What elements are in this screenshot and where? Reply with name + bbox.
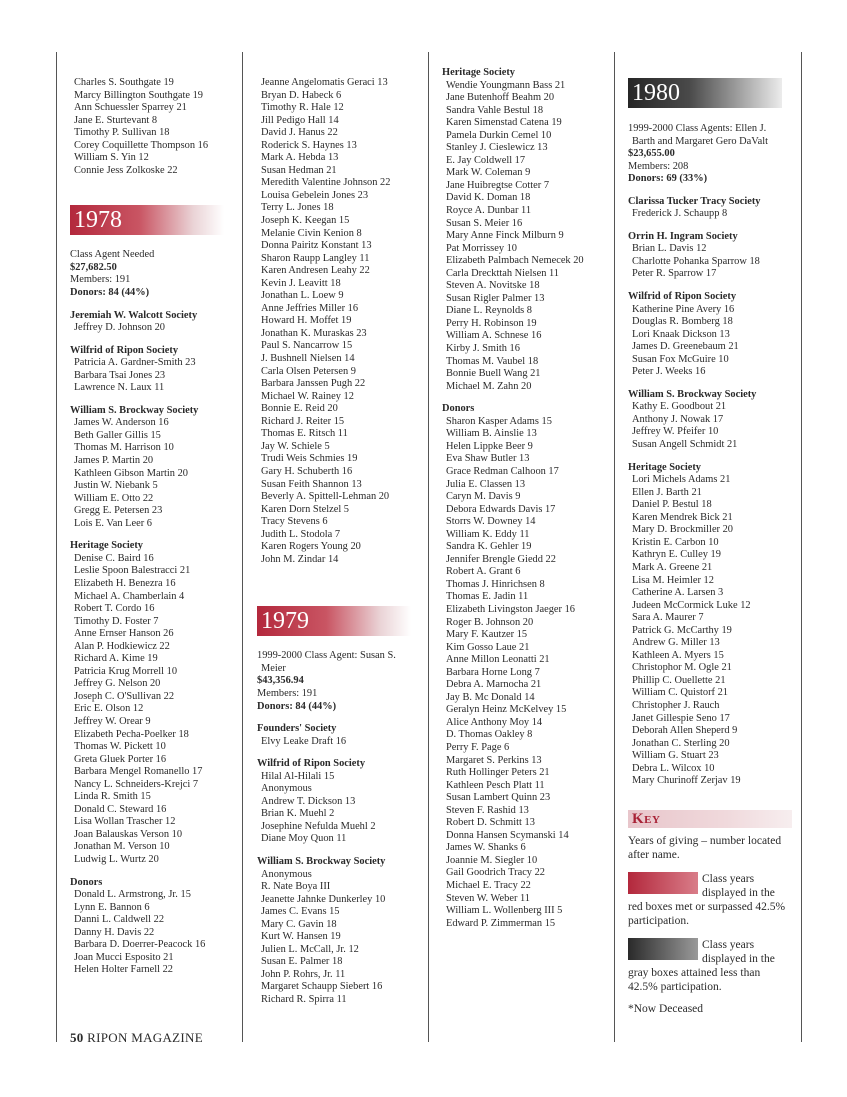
society-groups [442, 67, 584, 930]
donor-name: Donna Pairitz Konstant 13 [261, 240, 372, 252]
donor-name: Danny H. Davis 22 [74, 926, 155, 938]
donor-name: Sandra K. Gehler 19 [446, 541, 532, 553]
donor-name: E. Jay Coldwell 17 [446, 154, 526, 166]
donor-name: Mark W. Coleman 9 [446, 167, 531, 179]
column-divider [428, 52, 429, 1042]
donor-name: Ruth Hollinger Peters 21 [446, 767, 550, 779]
donor-name: Barbara Mengel Romanello 17 [74, 766, 203, 778]
donor-name: Marcy Billington Southgate 19 [74, 89, 204, 101]
class-total-amount: $23,655.00 [628, 148, 675, 160]
donor-name: Susan Hedman 21 [261, 164, 337, 176]
class-year: 1979 [261, 608, 309, 635]
donor-name: William K. Eddy 11 [446, 528, 530, 540]
donor-name: Steven W. Weber 11 [446, 892, 531, 904]
key-red-legend [628, 872, 788, 928]
donor-name: Patricia A. Gardner-Smith 23 [74, 357, 196, 369]
donor-name: Jonathan M. Verson 10 [74, 841, 170, 853]
donor-name: Robert D. Schmitt 13 [446, 817, 535, 829]
donor-name: Royce A. Dunbar 11 [446, 205, 532, 217]
donor-name: Brian L. Davis 12 [632, 243, 707, 255]
class-members: Members: 208 [628, 160, 689, 172]
class-agent-continued: Meier [261, 662, 286, 674]
donor-name: Edward P. Zimmerman 15 [446, 917, 556, 929]
donor-name: Howard H. Moffet 19 [261, 315, 352, 327]
donor-name: Mary C. Gavin 18 [261, 918, 337, 930]
donor-name: Alan P. Hodkiewicz 22 [74, 640, 170, 652]
donor-name: Patrick G. McCarthy 19 [632, 624, 732, 636]
donor-name: Peter R. Sparrow 17 [632, 268, 717, 280]
donor-name: Lynn E. Bannon 6 [74, 901, 150, 913]
donor-name: Kirby J. Smith 16 [446, 343, 520, 355]
donor-name: Terry L. Jones 18 [261, 202, 334, 214]
donor-name: Charlotte Pohanka Sparrow 18 [632, 255, 760, 267]
donor-name: Debra L. Wilcox 10 [632, 762, 715, 774]
donor-name: Anne Jeffries Miller 16 [261, 302, 359, 314]
society-heading: Heritage Society [442, 67, 515, 78]
donor-name: Sara A. Maurer 7 [632, 612, 704, 624]
donor-name: Joan Balauskas Verson 10 [74, 828, 183, 840]
society-heading: Heritage Society [628, 461, 701, 473]
donor-name: Karen Mendrek Bick 21 [632, 511, 733, 523]
donor-name: Jeffrey G. Nelson 20 [74, 678, 161, 690]
donor-name: Brian K. Muehl 2 [261, 808, 335, 820]
column-4 [628, 78, 792, 1016]
class-agent-continued: Barth and Margaret Gero DaValt [632, 135, 768, 147]
donor-name: Michael M. Zahn 20 [446, 380, 532, 392]
donor-name: Elvy Leake Draft 16 [261, 735, 347, 747]
donor-name: Mary D. Brockmiller 20 [632, 524, 733, 536]
donor-name: Melanie Civin Kenion 8 [261, 227, 362, 239]
society-member-list [70, 889, 224, 977]
donor-name: R. Nate Boya III [261, 881, 331, 893]
donor-name: Jeffrey W. Orear 9 [74, 715, 151, 727]
donor-name: Barbara Janssen Pugh 22 [261, 378, 366, 390]
donor-name: Kim Gosso Laue 21 [446, 641, 530, 653]
donor-name: Perry H. Robinson 19 [446, 317, 537, 329]
donor-name: Gregg E. Petersen 23 [74, 505, 163, 517]
donor-name: Jeffrey W. Pfeifer 10 [632, 426, 719, 438]
class-donors: Donors: 84 (44%) [257, 700, 337, 712]
donor-name: James W. Anderson 16 [74, 417, 169, 429]
donor-name: Barbara D. Doerrer-Peacock 16 [74, 939, 206, 951]
donor-name: Jonathan L. Loew 9 [261, 290, 344, 302]
magazine-title: RIPON MAGAZINE [87, 1030, 203, 1045]
donor-name: Robert A. Grant 6 [446, 566, 521, 578]
class-year: 1980 [632, 80, 680, 106]
donor-name: Elizabeth Livingston Jaeger 16 [446, 603, 575, 615]
donor-name: Frederick J. Schaupp 8 [632, 208, 728, 220]
donor-name: Judith L. Stodola 7 [261, 528, 341, 540]
donor-name: Susan Fox McGuire 10 [632, 353, 729, 365]
donor-name: Kathleen A. Myers 15 [632, 649, 724, 661]
donor-name: Anne Millon Leonatti 21 [446, 654, 550, 666]
gray-swatch [628, 938, 698, 960]
column-divider [614, 52, 615, 1042]
donor-name: Elizabeth Palmbach Nemecek 20 [446, 255, 584, 267]
donor-name: Pamela Durkin Cemel 10 [446, 129, 552, 141]
donor-name: Beverly A. Spittell-Lehman 20 [261, 491, 390, 503]
donor-name: D. Thomas Oakley 8 [446, 729, 533, 741]
donor-name: Richard R. Spirra 11 [261, 994, 347, 1005]
page-number: 50 [70, 1030, 84, 1045]
donor-name: Thomas J. Hinrichsen 8 [446, 578, 545, 590]
donor-name: Mark A. Greene 21 [632, 561, 713, 573]
class-members: Members: 191 [257, 687, 318, 699]
donor-name: Leslie Spoon Balestracci 21 [74, 565, 191, 577]
donor-name: Peter J. Weeks 16 [632, 366, 706, 378]
donor-name: Elizabeth H. Benezra 16 [74, 577, 176, 589]
donor-name: John M. Zindar 14 [261, 553, 339, 565]
red-swatch [628, 872, 698, 894]
donor-name: Joan Mucci Esposito 21 [74, 951, 174, 963]
society-member-list [628, 401, 792, 451]
donor-name: Tracy Stevens 6 [261, 516, 328, 528]
donor-name: Eric E. Olson 12 [74, 703, 144, 715]
donor-name: Carla Dreckttah Nielsen 11 [446, 267, 560, 279]
column-3 [442, 67, 584, 930]
donor-name: Eva Shaw Butler 13 [446, 453, 530, 465]
donor-name: Stanley J. Cieslewicz 13 [446, 142, 548, 154]
donor-name: Joseph C. O'Sullivan 22 [74, 690, 175, 702]
donor-name: J. Bushnell Nielsen 14 [261, 353, 355, 365]
donor-name: John P. Rohrs, Jr. 11 [261, 968, 346, 980]
key-gray-text: Class years displayed in the gray boxes attained less than 42.5% participation. [628, 938, 775, 993]
society-member-list [628, 304, 792, 379]
donor-name: Mary F. Kautzer 15 [446, 629, 528, 641]
donor-name: Jeanette Jahnke Dunkerley 10 [261, 893, 386, 905]
donor-name: Corey Coquillette Thompson 16 [74, 139, 209, 151]
donor-name: Jane E. Sturtevant 8 [74, 114, 158, 126]
donor-name: Gary H. Schuberth 16 [261, 465, 353, 477]
donor-name: Jay B. Mc Donald 14 [446, 691, 535, 703]
donor-name: Robert T. Cordo 16 [74, 603, 155, 615]
donor-name: Timothy P. Sullivan 18 [74, 127, 170, 139]
donor-name: Joseph K. Keegan 15 [261, 215, 350, 227]
donor-name: Pat Morrissey 10 [446, 242, 517, 254]
donor-name: Steven A. Novitske 18 [446, 280, 540, 292]
column-divider [801, 52, 802, 1042]
donor-name: Susan Rigler Palmer 13 [446, 292, 545, 304]
society-member-list [70, 322, 224, 335]
donor-name: Josephine Nefulda Muehl 2 [261, 820, 376, 832]
donor-name: Timothy D. Foster 7 [74, 615, 159, 627]
donor-name: Kathy E. Goodbout 21 [632, 401, 727, 413]
class-total-amount: $27,682.50 [70, 261, 117, 273]
donor-name: Deborah Allen Sheperd 9 [632, 725, 738, 737]
donor-name: Karen Andresen Leahy 22 [261, 265, 370, 277]
donor-name: Douglas R. Bomberg 18 [632, 316, 733, 328]
donor-name: Barbara Tsai Jones 23 [74, 369, 166, 381]
society-groups [257, 723, 411, 1006]
donor-name: Patricia Krug Morrell 10 [74, 665, 178, 677]
donor-name: Jill Pedigo Hall 14 [261, 114, 339, 126]
year-box-1980 [628, 78, 782, 108]
donor-name: James D. Greenebaum 21 [632, 341, 739, 353]
donor-name: Helen Holter Farnell 22 [74, 964, 173, 976]
donor-name: Carla Olsen Petersen 9 [261, 365, 356, 377]
donor-name: Judeen McCormick Luke 12 [632, 599, 751, 611]
donor-name: Wendie Youngmann Bass 21 [446, 79, 566, 91]
society-heading: William S. Brockway Society [257, 855, 386, 867]
donor-name: Susan Lambert Quinn 23 [446, 792, 551, 804]
donor-name: Jennifer Brengle Giedd 22 [446, 553, 556, 565]
donor-name: Karen Dorn Stelzel 5 [261, 503, 350, 515]
donor-name: Jay W. Schiele 5 [261, 440, 330, 452]
society-member-list [628, 243, 792, 281]
donor-name: William G. Stuart 23 [632, 750, 719, 762]
donor-name: Susan E. Palmer 18 [261, 956, 343, 968]
donor-name: Richard A. Kime 19 [74, 653, 158, 665]
class-donors: Donors: 69 (33%) [628, 173, 708, 185]
donor-name: Joannie M. Siegler 10 [446, 854, 538, 866]
column-divider [242, 52, 243, 1042]
society-heading: William S. Brockway Society [628, 388, 757, 400]
donor-name: James C. Evans 15 [261, 906, 340, 918]
column-2 [257, 77, 411, 1007]
donor-name: Alice Anthony Moy 14 [446, 716, 543, 728]
society-member-list [257, 869, 411, 1007]
donor-name: Danni L. Caldwell 22 [74, 914, 165, 926]
donor-name: Margaret S. Perkins 13 [446, 754, 542, 766]
donor-name: Thomas E. Ritsch 11 [261, 428, 348, 440]
donor-name: William S. Yin 12 [74, 152, 149, 164]
donor-name: Richard J. Reiter 15 [261, 415, 345, 427]
class-agent: 1999-2000 Class Agents: Ellen J. [628, 123, 767, 134]
society-heading: Heritage Society [70, 540, 143, 552]
donor-name: Paul S. Nancarrow 15 [261, 340, 353, 352]
donor-name: Susan Angell Schmidt 21 [632, 439, 738, 451]
donor-name: Thomas M. Vaubel 18 [446, 355, 539, 367]
donor-name: William L. Wollenberg III 5 [446, 905, 563, 917]
donor-name: Janet Gillespie Seno 17 [632, 712, 730, 724]
page-footer [70, 1030, 203, 1046]
donor-name: Lori Michels Adams 21 [632, 474, 731, 486]
donor-name: Phillip C. Ouellette 21 [632, 674, 726, 686]
donor-name: Lois E. Van Leer 6 [74, 517, 153, 529]
column-1 [70, 77, 224, 977]
donor-name: Lori Knaak Dickson 13 [632, 328, 730, 340]
donor-name: Caryn M. Davis 9 [446, 491, 521, 503]
donor-name: David J. Hanus 22 [261, 127, 338, 139]
year-box-1978 [70, 205, 224, 235]
donor-name: Diane L. Reynolds 8 [446, 305, 532, 317]
donor-name: Susan S. Meier 16 [446, 217, 523, 229]
donor-name: Ann Schuessler Sparrey 21 [74, 102, 187, 114]
donor-name: Michael A. Chamberlain 4 [74, 590, 185, 602]
donor-name: Perry F. Page 6 [446, 741, 510, 753]
class-agent: Class Agent Needed [70, 249, 155, 261]
donor-name: Mary Churinoff Zerjav 19 [632, 775, 741, 787]
donor-name: Anonymous [261, 783, 312, 795]
key-deceased-note: *Now Deceased [628, 1002, 704, 1015]
donor-name: Donna Hansen Scymanski 14 [446, 829, 569, 841]
donor-name: Lisa M. Heimler 12 [632, 574, 714, 586]
donor-name: Geralyn Heinz McKelvey 15 [446, 704, 567, 716]
donor-name: Bonnie Buell Wang 21 [446, 368, 541, 380]
class-members: Members: 191 [70, 274, 131, 286]
society-heading: Founders' Society [257, 723, 337, 735]
donor-name: Roger B. Johnson 20 [446, 616, 534, 628]
donor-name: Kristin E. Carbon 10 [632, 536, 719, 548]
donor-name: Denise C. Baird 16 [74, 552, 154, 564]
donor-name: Jonathan K. Muraskas 23 [261, 327, 367, 339]
donor-name: Thomas W. Pickett 10 [74, 741, 166, 753]
donor-name: William A. Schnese 16 [446, 330, 542, 342]
donor-name: Debora Edwards Davis 17 [446, 503, 556, 515]
donor-name: Nancy L. Schneiders-Krejci 7 [74, 778, 199, 790]
donor-name: Bonnie E. Reid 20 [261, 403, 338, 415]
society-member-list [70, 553, 224, 867]
class-agent: 1999-2000 Class Agent: Susan S. [257, 650, 396, 662]
donor-name: Margaret Schaupp Siebert 16 [261, 981, 383, 993]
donor-name: Trudi Weis Schmies 19 [261, 453, 358, 465]
donor-name: Catherine A. Larsen 3 [632, 587, 724, 599]
society-member-list [628, 208, 792, 221]
donor-name: Julia E. Classen 13 [446, 478, 526, 490]
donor-name: Daniel P. Bestul 18 [632, 499, 712, 511]
donor-name: Ludwig L. Wurtz 20 [74, 853, 159, 865]
donor-name: William E. Otto 22 [74, 492, 154, 504]
donor-name: Ellen J. Barth 21 [632, 486, 702, 498]
donor-name: Kevin J. Leavitt 18 [261, 277, 341, 289]
donor-name: Sharon Kasper Adams 15 [446, 415, 552, 427]
donor-name: Karen Rogers Young 20 [261, 541, 361, 553]
class-donors: Donors: 84 (44%) [70, 287, 150, 299]
donor-name: Anthony J. Nowak 17 [632, 413, 724, 425]
donor-name: Kathleen Pesch Platt 11 [446, 779, 545, 791]
donor-name: Jeffrey D. Johnson 20 [74, 322, 166, 334]
donor-name: Jane Butenhoff Beahm 20 [446, 92, 555, 104]
donor-name: Steven F. Rashid 13 [446, 804, 529, 816]
donor-name: Christopher J. Rauch [632, 699, 720, 711]
donor-name: Bryan D. Habeck 6 [261, 89, 342, 101]
donor-name: Kathryn E. Culley 19 [632, 549, 721, 561]
donor-name: Lisa Wollan Trascher 12 [74, 816, 176, 828]
donor-name: James W. Shanks 6 [446, 842, 526, 854]
donor-name: Barbara Horne Long 7 [446, 666, 540, 678]
society-member-list [70, 417, 224, 530]
donor-name: Debra A. Marnocha 21 [446, 679, 542, 691]
donor-name: Mary Anne Finck Milburn 9 [446, 230, 564, 242]
donor-name: Jeanne Angelomatis Geraci 13 [261, 77, 388, 88]
donor-name: Charles S. Southgate 19 [74, 77, 174, 88]
donor-name: Jane Huibregtse Cotter 7 [446, 179, 550, 191]
donor-name: Julien L. McCall, Jr. 12 [261, 943, 359, 955]
donor-name: Louisa Gebelein Jones 23 [261, 189, 369, 201]
year-box-1979 [257, 606, 411, 636]
donor-name: William C. Quistorf 21 [632, 687, 728, 699]
class-total-amount: $43,356.94 [257, 675, 304, 687]
society-heading: Jeremiah W. Walcott Society [70, 309, 198, 321]
donor-name: Andrew T. Dickson 13 [261, 795, 356, 807]
donor-name: David K. Doman 18 [446, 192, 531, 204]
society-heading: William S. Brockway Society [70, 404, 199, 416]
donor-name: Thomas M. Harrison 10 [74, 442, 174, 454]
donor-name: Lawrence N. Laux 11 [74, 382, 165, 394]
donor-name: Diane Moy Quon 11 [261, 833, 347, 845]
donor-name: Storrs W. Downey 14 [446, 516, 536, 528]
society-member-list [628, 474, 792, 788]
donor-name: Sharon Raupp Langley 11 [261, 252, 370, 264]
society-heading: Clarissa Tucker Tracy Society [628, 195, 761, 207]
society-member-list [257, 771, 411, 846]
donor-name: William B. Ainslie 13 [446, 428, 537, 440]
name-list [70, 77, 224, 177]
donor-name: Connie Jess Zolkoske 22 [74, 164, 178, 176]
donor-name: Thomas E. Jadin 11 [446, 591, 529, 603]
society-heading: Donors [442, 403, 475, 415]
donor-name: Beth Galler Gillis 15 [74, 429, 161, 441]
society-member-list [442, 416, 584, 930]
donor-name: Anne Ernser Hanson 26 [74, 628, 174, 640]
donor-name: Greta Gluek Porter 16 [74, 753, 167, 765]
key-red-text: Class years displayed in the red boxes met or surpassed 42.5% participation. [628, 872, 786, 927]
donor-name: Mark A. Hebda 13 [261, 152, 339, 164]
society-groups [628, 196, 792, 788]
society-member-list [257, 736, 411, 749]
donor-name: Kathleen Gibson Martin 20 [74, 467, 188, 479]
society-heading: Donors [70, 876, 103, 888]
donor-name: Donald C. Steward 16 [74, 803, 167, 815]
society-member-list [442, 80, 584, 394]
class-year: 1978 [74, 207, 122, 234]
key-gray-legend [628, 938, 788, 994]
donor-name: Roderick S. Haynes 13 [261, 139, 357, 151]
name-list [257, 77, 411, 566]
donor-name: Grace Redman Calhoon 17 [446, 465, 559, 477]
donor-name: Karen Simenstad Catena 19 [446, 117, 562, 129]
society-heading: Wilfrid of Ripon Society [70, 344, 179, 356]
donor-name: James P. Martin 20 [74, 455, 154, 467]
donor-name: Sandra Vahle Bestul 18 [446, 104, 544, 116]
donor-name: Hilal Al-Hilali 15 [261, 770, 335, 782]
donor-name: Helen Lippke Beer 9 [446, 440, 533, 452]
society-member-list [70, 357, 224, 395]
society-groups [70, 310, 224, 977]
society-heading: Wilfrid of Ripon Society [257, 758, 366, 770]
key-heading [628, 810, 792, 828]
donor-name: Timothy R. Hale 12 [261, 102, 344, 114]
key-title: Key [632, 810, 661, 827]
donor-name: Elizabeth Pecha-Poelker 18 [74, 728, 189, 740]
column-divider [56, 52, 57, 1042]
donor-name: Susan Feith Shannon 13 [261, 478, 362, 490]
donor-name: Jonathan C. Sterling 20 [632, 737, 730, 749]
donor-name: Katherine Pine Avery 16 [632, 303, 735, 315]
donor-name: Donald L. Armstrong, Jr. 15 [74, 889, 191, 901]
donor-name: Michael E. Tracy 22 [446, 880, 531, 891]
donor-name: Gail Goodrich Tracy 22 [446, 867, 545, 879]
donor-name: Michael W. Rainey 12 [261, 390, 354, 402]
donor-name: Justin W. Niebank 5 [74, 480, 158, 492]
society-heading: Wilfrid of Ripon Society [628, 291, 737, 303]
donor-name: Anonymous [261, 868, 312, 880]
donor-name: Christophor M. Ogle 21 [632, 662, 732, 674]
society-heading: Orrin H. Ingram Society [628, 230, 738, 242]
donor-name: Andrew G. Miller 13 [632, 637, 720, 649]
key-intro: Years of giving – number located after name. [628, 834, 782, 861]
donor-name: Linda R. Smith 15 [74, 791, 151, 803]
donor-name: Meredith Valentine Johnson 22 [261, 177, 391, 189]
donor-name: Kurt W. Hansen 19 [261, 931, 341, 943]
